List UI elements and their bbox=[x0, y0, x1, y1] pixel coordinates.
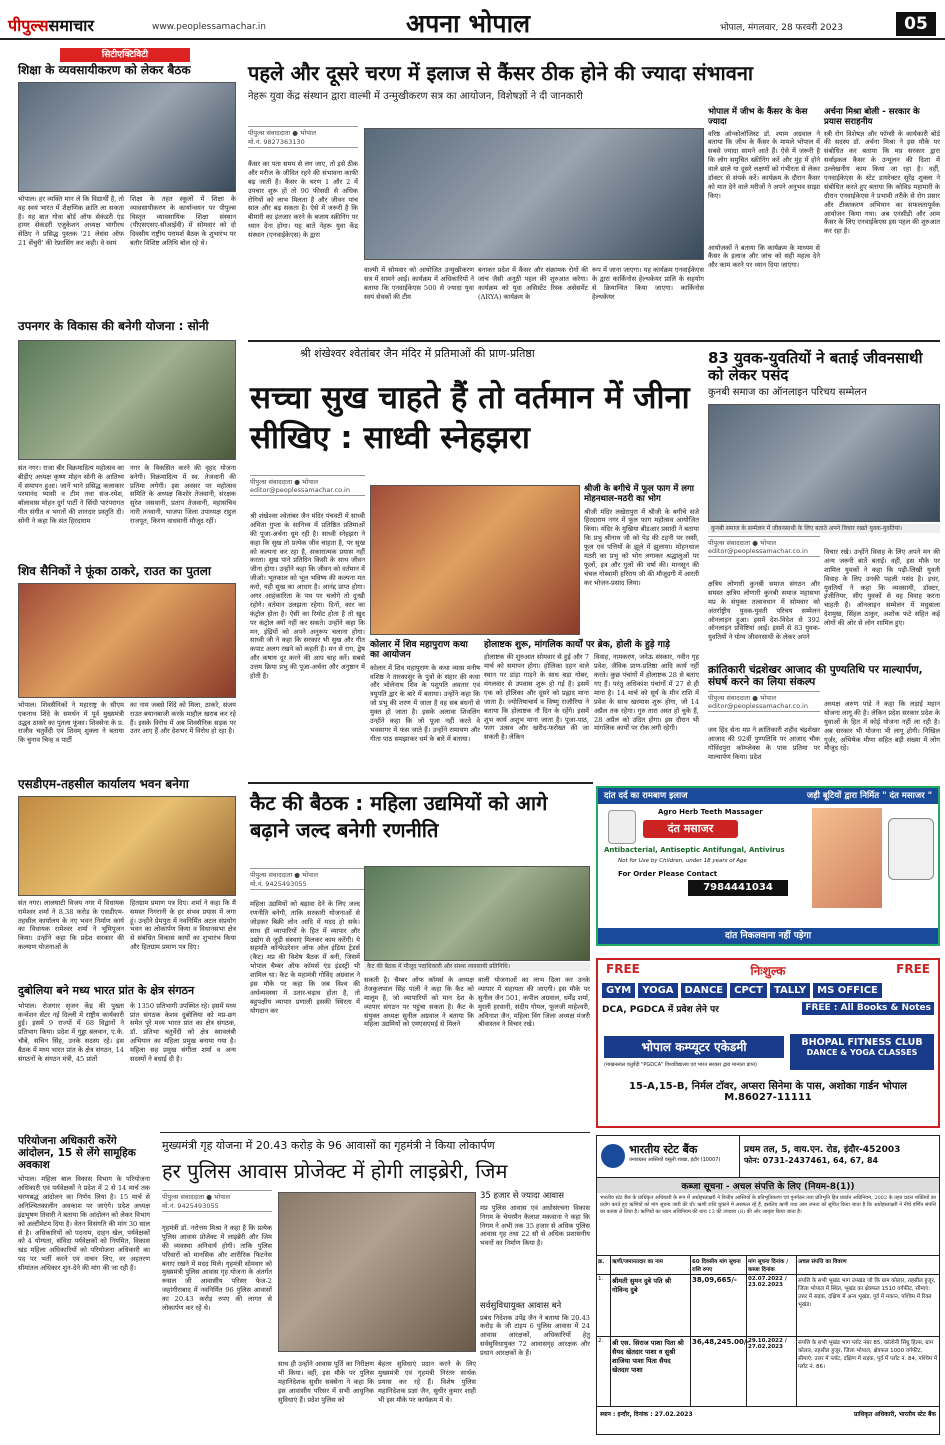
th: ऋणी/जमानतदार का नाम bbox=[611, 1256, 691, 1275]
jain-headline: सच्चा सुख चाहते हैं तो वर्तमान में जीना सीखिए : साध्वी स्नेहझरा bbox=[250, 380, 690, 457]
th: 60 दिवसीय मांग सूचना राशि रुपए bbox=[691, 1256, 747, 1275]
col: हितग्राम प्रमाण पत्र दिए। शर्मा ने कहा कि मैं समस्त निगरानी के हर संभव प्रयास में लगा हूं। उन्होंने प्रेमपुरा में नवनिर्मित अटल संप्रयोग भवन का लोकार्पण किया व विधानसभा क्षेत्र से संबंधित विकास कार्यों का शुभारंभ किया और हितग्राम प्रमाण पत्र दिए। bbox=[130, 898, 236, 952]
product-title: दंत मसाजर bbox=[643, 820, 738, 838]
headline: उपनगर के विकास की बनेगी योजना : सोनी bbox=[18, 319, 209, 333]
photo-caption: कुनबी समाज के सम्मेलन में जीवनसाथी के लिए बताते अपने विचार रखते युवक-युवतियां। bbox=[708, 524, 940, 533]
headline: 83 युवक-युवतियों ने बताई जीवनसाथी को लेकर पसंद bbox=[708, 349, 923, 385]
sub-headline: भोपाल में जीभ के कैंसर के केस ज्यादा bbox=[708, 107, 808, 127]
phone: मो.नं. 9425493055 bbox=[162, 1202, 219, 1210]
product-sub: Agro Herb Teeth Massager bbox=[658, 808, 763, 816]
headline: क्रांतिकारी चंद्रशेखर आजाद की पुण्यतिथि पर माल्यार्पण, संघर्ष करने का लिया संकल्प bbox=[708, 664, 923, 689]
story-upnagar bbox=[18, 320, 236, 555]
col: विवाह, नामकरण, जनेऊ संस्कार, नवीन गृह प्रवेश, जैविक प्राण-प्रतिष्ठा आदि कार्य नहीं करते। कुछ पंचांगों में होलाष्टक 28 से बताए गए हैं। परंतु अधिकांश पंचांगों में 27 से ही माना है। 14 मार्च को सूर्य के मीन राशि में प्रवेश के साथ खरमास शुरू होगा, जो 14 अप्रैल तक रहेगा। गुरु तारा अस्त हो चुके हैं, 28 अप्रैल को उदित होगा। इस दौरान भी मांगलिक कार्यों पर रोक लगी रहेगी। bbox=[594, 653, 699, 733]
td: संपत्ति के सभी भूखंड भाग उपखंड जो कि ग्राम कोलार, तहसील हुजूर, जिला भोपाल में स्थित, भूखंड का क्षेत्रफल 1510 वर्गफीट, सीमाएं: उत्तर में सड़क, दक्षिण में अन्य भूखंड, पूर्व में मकान, पश्चिम में रिक्त भूखंड। bbox=[797, 1275, 939, 1337]
jain-body: श्री शंखेश्वर श्वेतांबर जैन मंदिर पंचवटी में साध्वी अमिता गुप्ता के सानिध्य में प्रतिष्ठित प्रतिमाओं की पूजा-अर्चना धूम रही है। साध्वी स्नेहझरा ने कहा कि सुख तो प्रत्येक जीव चाहता है, पर सुख को कल्पना कर रहा है, सकारात्मक प्रयास नहीं करता। सुख पाने प्रतिदिन किसी के साथ जीवन जीना होगा। उन्होंने कहा कि जीवन को वर्तमान में जीओ। भूतकाल को भूल भविष्य की कल्पना मत करो, यही सुख का आधार है। आनंद्द प्राप्त होगा। अगर आहंकारिता के पथ पर चलोगे तो दुःखी रहोगे। वर्तमान उलझता रहेगा। दिनों, कार का कंट्रोल होता है। ऐसी का रिमोट होता है तो खुद पर कंट्रोल क्यों नहीं कर सकते। उन्होंने कहा कि मन, इंद्रियों को अपने अनुरूप चलाना होगा। साध्वी जी ने कहा कि सरकार भी सुख और गीत कपाट अलग रखने को कहती है। मन से राग, द्वेष और कषाय दूर करने की आप चाह करें। सबसे उत्तम क्रिया प्रभु की पूजा-अर्चना और अनुष्ठान में होती है। bbox=[250, 512, 365, 681]
photo bbox=[18, 82, 236, 192]
text: वरिष्ठ ऑन्कोलॉजिस्ट डॉ. श्याम अग्रवाल ने बताया कि जीभ के कैंसर के मामले भोपाल में सबसे ज्यादा सामने आते हैं। ऐसे में जरूरी है कि लोग समुचित स्क्रीनिंग करें और मुंह में होने वाले छाले या दूसरे लक्षणों को गंभीरता से लेकर डॉक्टर से संपर्क करें। कार्यक्रम के दौरान कैंसर को मात देने वाले मरीजों ने अपने अनुभव साझा किए। bbox=[708, 129, 820, 200]
sbi-header bbox=[597, 1136, 939, 1178]
sbi-logo bbox=[601, 1144, 625, 1168]
jain-kicker: श्री शंखेश्वर श्वेतांबर जैन मंदिर में प्रतिमाओं की प्राण-प्रतिष्ठा bbox=[300, 347, 535, 360]
headline: कोलार में शिव महापुराण कथा का आयोजन bbox=[370, 640, 468, 661]
th: अचल संपत्ति का विवरण bbox=[797, 1256, 939, 1275]
course-chip: YOGA bbox=[638, 983, 677, 998]
azad-col2: अध्यक्ष अरुण पांडे ने कहा कि लड़ाई महान योजना लागू की है। लेकिन प्रदेश सरकार प्रदेश के युवाओं के हित में कोई योजना नहीं ला रही है। अब सरकार भी योजना भी लागू होगी। निखिल गुर्जर, अभिषेक मीणा सहित बड़ी संख्या में लोग मौजूद रहे। bbox=[824, 700, 940, 753]
phone: मो.नं. 9827363130 bbox=[248, 138, 305, 146]
text: श्रीजी मंदिर लखेरापुरा में श्रीजी के बगीचे सजे हिरदाराम नगर में फूल फाग महोत्सव आयोजित किया। मंदिर के मुखिया बीडआर प्रसादी ने बताया कि प्रभु श्रीनाथ जी को पेड़ की टहनी पर रस्सी, फूल एवं पत्तियों के झूले में झुलाया। मोहनथाल मठरी का प्रभु को भोग लगाकर श्रद्धालुओं पर फूलों, इत्र और गुलों की वर्षा की। मानसून की चंचल गोस्वामी हरिराय जी की मौजूदगी में आरती कर भोजन-प्रसाद लिया। bbox=[584, 507, 699, 587]
headline: शिक्षा के व्यवसायीकरण को लेकर बैठक bbox=[18, 63, 191, 77]
story-dubolia bbox=[18, 985, 236, 1130]
course-chip: CPCT bbox=[730, 983, 767, 998]
police-headline: हर पुलिस आवास प्रोजेक्ट में होगी लाइब्रेरी, जिम bbox=[162, 1159, 508, 1183]
cancer-photo bbox=[364, 128, 704, 260]
strip-right: जड़ी बूटियों द्वारा निर्मित " दंत मसाजर " bbox=[806, 791, 932, 801]
course-row bbox=[598, 983, 938, 998]
kait-col3: वाली योजनाओं का लाभ दिला कर उनके व्यापार में सहायता की जाएगी। इस मौके पर सुनील जैन 501, कपील अग्रवाल, धर्मेंद्र शर्मा, मुरली हरवानी, संदीप गोयल, फूलजी माहेश्वरी, अविनाश जैन, महिला विंग जिला अध्यक्ष मंजरी श्रीवास्तव ने विचार रखे। bbox=[478, 976, 590, 1029]
officer: प्राधिकृत अधिकारी, भारतीय स्टेट बैंक bbox=[854, 1411, 936, 1418]
photo bbox=[18, 583, 236, 698]
story-kolar bbox=[370, 640, 480, 780]
cancer-col2: वाल्मी में सोमवार को आयोजित उन्मुखीकरण सत्र में सामने आईं। कार्यक्रम में अधिकारियों ने बताया कि एनवाईकेएस 500 से ज्यादा युवा स्वयं सेवकों की टीम bbox=[364, 266, 474, 301]
divider bbox=[248, 782, 593, 784]
td: संपत्ति के सभी भूखंड भाग प्लॉट नंबर 85, कॉलोनी सिंधु हिल्स, ग्राम कोलार, तहसील हुजूर, जिला भोपाल, क्षेत्रफल 1000 वर्गफीट, सीमाएं: उत्तर में प्लॉट, दक्षिण में सड़क, पूर्व में प्लॉट नं. 84, पश्चिम में प्लॉट नं. 86। bbox=[797, 1337, 939, 1407]
byline: पीपुल्स संवाददाता ● भोपाल bbox=[708, 694, 777, 703]
product-jar bbox=[888, 818, 934, 880]
sub-headline: अर्चना मिश्रा बोली - सरकार के प्रयास सराहनीय bbox=[824, 107, 920, 127]
headline: होलाष्टक शुरू, मांगलिक कार्यों पर ब्रेक, होली के हुड़े गाड़े bbox=[484, 640, 670, 650]
site-url: www.peoplessamachar.in bbox=[152, 22, 266, 32]
text: मप्र पुलिस आवास एवं अधोसंरचना विकास निगम के चेयरमैन कैलाश मकवाना ने कहा कि निगम ने अभी तक 35 हजार से अधिक पुलिस आवास गृह तथा 22 सौ से अधिक प्रशासनीय भवनों का निर्माण किया है। bbox=[480, 1203, 590, 1248]
sub-headline: सर्वसुविधायुक्त आवास बने bbox=[480, 1300, 562, 1311]
story-pariyojana bbox=[18, 1135, 150, 1435]
club-box bbox=[790, 1034, 934, 1070]
ad-footer: दांत निकलवाना नहीं पड़ेगा bbox=[598, 928, 938, 944]
byline: पीपुल्स संवाददाता ● भोपाल bbox=[162, 1193, 231, 1201]
td: 02.07.2022 / 23.02.2023 bbox=[747, 1275, 797, 1337]
sbi-notice bbox=[596, 1135, 940, 1435]
police-byline bbox=[162, 1190, 272, 1220]
table bbox=[597, 1255, 939, 1407]
phone-badge[interactable]: 7984441034 bbox=[688, 880, 788, 896]
govt-note: (माखनलाल चतुर्वेदी "PGDCA" विश्वविद्यालय एवं भारत सरकार द्वारा मान्यता प्राप्त) bbox=[604, 1062, 757, 1068]
strip-left: दांत दर्द का रामबाण इलाज bbox=[604, 791, 688, 801]
issue-date: भोपाल, मंगलवार, 28 फरवरी 2023 bbox=[720, 23, 843, 33]
kunbi-col2: विचार रखे। उन्होंने विवाह के लिए अपने मन की अन्य जरूरी बातें बताईं। वहीं, इस मौके पर शामिल युवकों ने कहा कि पढ़ी-लिखी युवती विवाह के लिए उनकी पहली पसंद है। इधर, युवतियों ने कहा कि व्यवसायी, डॉक्टर, इंजीनियर, सीए युवकों से वह विवाह करना चाहती हैं। ऑनलाइन सम्मेलन में मधुबाला देशमुख, सिंहल ठाकुर, अशोक फटे सहित कई लोगों की ओर से लोग शामिल हुए। bbox=[824, 548, 940, 628]
text: कोलार में शिव महापुराण के कथा व्यास मनीष वशिष्ठ ने तारकासुर के पुत्रों के संहार की कथा और भोलेनाथ शिव के पशुपति अवतार एवं त्रयुपति द्वार के बारे में बताया। उन्होंने कहा कि जो प्रभु की शरण में जाता है वह सब बंधनों से मुक्त हो जाता है। इसके अलावा शिवलिंग उन्होंने कहा कि जो पूजा नहीं करते वे भवसागर में फंस जाते हैं। उन्होंने रामायण और गीता पाठ समझाकर धर्म के बारे में बताया। bbox=[370, 663, 480, 743]
kait-photo bbox=[364, 866, 590, 961]
photo bbox=[18, 340, 236, 460]
col: भोपाल। रोजगार सृजन केंद्र की पुख्ता कन्वेंशन सेंटर नई दिल्ली में राष्ट्रीय कार्यकारी हुई। इसमें 9 राज्यों में 68 विद्वानों ने प्रतिभाग किया। प्रदेश में गुड्डा बलवान, ए.के. चौबे, सचिन सिंह, उनके सदस्य रहे। इस बैठक में मध्य भारत प्रांत के क्षेत्र संगठन, 14 संगठनों के संगठन मंत्री, 45 प्रांतों bbox=[18, 1001, 124, 1063]
club-sub: DANCE & YOGA CLASSES bbox=[806, 1048, 918, 1057]
ad-topline bbox=[598, 960, 938, 981]
sub-headline: 35 हजार से ज्यादा आवास bbox=[480, 1191, 564, 1201]
section-title bbox=[406, 6, 530, 40]
free-books: FREE : All Books & Notes bbox=[802, 1002, 934, 1015]
text: प्रबंध निदेशक उपेंद्र जैन ने बताया कि 20.43 करोड़ के जी टाइप 6 पुलिस आवास में 24 आवास आरक्षकों, अधिकारियों हेतु सर्वसुविधायुक्त 72 आवासगृह आरक्षक और प्रधान आरक्षकों के हैं। bbox=[480, 1313, 590, 1358]
place: स्थान : इन्दौर, दिनांक : 27.02.2023 bbox=[600, 1411, 693, 1418]
cancer-col1: कैंसर का पता समय से लग जाए, तो इसे ठीक और मरीज के जीवित रहने की संभावना काफी बढ़ जाती है। कैंसर के चरण 1 और 2 में उपचार शुरू हो तो 90 फीसदी से अधिक रोगियों को लाभ मिलता है और जीवन पांच साल और बढ़ सकता है। ऐसे में जरूरी है कि बीमारी का इंतजार करने के बजाय स्क्रीनिंग पर ध्यान देना होगा। यह बातें नेहरू युवा केंद्र संस्थान (एनवाईकेएस) के द्वारा bbox=[248, 160, 358, 240]
row2 bbox=[598, 1002, 938, 1015]
azad-col1: जय हिंद सेना मप्र ने क्रांतिकारी शहीद चंद्रशेखर आजाद की 92वीं पुण्यतिथि पर आजाद चौक गोविंदपुरा कॉम्प्लेक्स के पास प्रतिमा पर माल्यार्पण किया। प्रदेश bbox=[708, 726, 820, 761]
city-activity-tag: सिटीएक्टिविटी bbox=[60, 48, 190, 62]
academy-name: भोपाल कम्प्यूटर एकेडमी bbox=[604, 1036, 784, 1058]
course-chip: MS OFFICE bbox=[813, 983, 882, 998]
td: 2. bbox=[597, 1337, 611, 1407]
jain-byline bbox=[250, 475, 365, 505]
branch: तनावग्रस्त आस्तियों वसूली शाखा, इंदौर (10007) bbox=[629, 1157, 721, 1163]
phone: मो.नं. 9425493055 bbox=[250, 880, 307, 888]
police-col3: बेहतर सुविधाएं प्रदान करने के लिए मुख्यमंत्री एवं गृहमंत्री निरंतर सार्थक प्रयास कर रहे हैं। विशेष पुलिस महानिदेशक प्रज्ञा जैन, सुधीर कुमार शाही भी इस मौके पर कार्यक्रम में थे। bbox=[378, 1360, 476, 1404]
police-col1: गृहमंत्री डॉ. नरोत्तम मिश्रा ने कहा है कि प्रत्येक पुलिस आवास प्रोजेक्ट में लाइब्रेरी और जिम की व्यवस्था अनिवार्य होगी। ताकि पुलिस परिवारों को मानसिक और शारीरिक फिटनेस बनाए रखने में मदद मिले। गृहमंत्री सोमवार को मुख्यमंत्री पुलिस आवास गृह योजना के अंतर्गत रूसल जी आवासीय परिसर फेज-2 जहांगीराबाद में नवनिर्मित 96 पुलिस आवासों का 20.43 करोड़ रुपए की लागत से लोकार्पण कर रहे थे। bbox=[162, 1224, 272, 1313]
page-number: 05 bbox=[896, 12, 936, 36]
divider bbox=[248, 340, 940, 342]
photo bbox=[18, 796, 236, 896]
td: 36,48,245.00/- bbox=[691, 1337, 747, 1407]
cancer-right bbox=[824, 108, 940, 313]
kait-col1: महिला उद्यमियों को बढ़ावा देने के लिए जल्द रणनीति बनेगी, ताकि सरकारी योजनाओं से जोड़कर बिक्री लोन आदि में मदद हो सके। साथ ही व्यापारियों के हित में व्यापार और उद्योग से जुड़ी संस्थाएं मिलकर काम करेंगी। ये सहमति कॉन्फेडरेशन ऑफ ऑल इंडिया ट्रेडर्स (कैट) मप्र की विशेष बैठक में बनी, जिसमें भोपाल चैम्बर ऑफ कॉमर्स एंड इंडस्ट्री भी शामिल था। कैट के महामंत्री गोविंद अग्रवाल ने इस मौके पर कहा कि जब विश्व की अर्थव्यवस्था में उतार-चढ़ाव होता है, तो बहुपक्षीय व्यापार प्रणाली इसकी स्थिरता में योगदान कर bbox=[250, 900, 360, 1015]
col: संत नगर। लालघाटी विजय नगर में विधायक रामेश्वर शर्मा ने 8.38 करोड़ के एसडीएम-तहसील कार्यालय के नए भवन निर्माण कार्य का विधायक रामेश्वर शर्मा ने भूमिपूजन किया। उन्होंने कहा कि प्रदेश सरकार की कल्याण योजनाओं के bbox=[18, 898, 124, 952]
th: क्र. bbox=[597, 1256, 611, 1275]
col: नगर के विकसित करने की वृहद योजना बनेगी। विक्रमादित्य में स्व. तेजवानी की प्रतिमा लगेगी। इस अवसर पर महोत्सव समिति के अध्यक्ष किशोर तेजवानी, संरक्षक सुरेश जसवानी, प्रताप तेजवानी, महासचिव नारी तनवानी, भाजपा जिला उपाध्यक्ष राहुल राजपूत, किरण वाधवानी मौजूद रहीं। bbox=[130, 463, 236, 526]
story-holashtak bbox=[484, 640, 699, 780]
free-left: FREE bbox=[606, 962, 640, 976]
headline: पहले और दूसरे चरण में इलाज से कैंसर ठीक होने की ज्यादा संभावना bbox=[248, 61, 754, 85]
jain-photo-caption-box bbox=[584, 485, 699, 635]
intro: भारतीय स्टेट बैंक के प्राधिकृत अधिकारी के रूप में अधोहस्ताक्षरी ने वित्तीय आस्तियों के प्रतिभूतिकरण एवं पुनर्गठन तथा प्रतिभूति हित प्रवर्तन अधिनियम, 2002 के तहत प्रदत्त शक्तियों का प्रयोग करते हुए ऋणियों को मांग सूचना जारी की थी। ऋणी राशि चुकाने में असफल रहे हैं, इसलिए ऋणी तथा आम जनता को सूचित किया जाता है कि अधोहस्ताक्षरी ने नीचे वर्णित संपत्ति का कब्जा ले लिया है। ऋणियों का ध्यान अधिनियम की धारा 13 की उपधारा (8) की ओर आकृष्ट किया जाता है। bbox=[600, 1195, 936, 1215]
col: का नाम जबसे शिंदे को मिला, ठाकरे, संजय राउत बयानबाजी करके माहौल खराब कर रहे हैं। इसके विरोध में अब शिवसैनिक सड़क पर उतर आए हैं और देशभर में विरोध हो रहा है। bbox=[130, 700, 236, 736]
bank-name: भारतीय स्टेट बैंक bbox=[629, 1143, 698, 1156]
order-line: For Order Please Contact bbox=[618, 870, 718, 878]
police-photo bbox=[278, 1192, 476, 1352]
col: के 1350 प्रतिभागी उपस्थित रहे। इसमें मध्य प्रांत संगठक केशव दुबोलिया को मप्र-छग समेत पूरे मध्य भारत प्रांत का क्षेत्र संगठक, डॉ. प्रतिभा चतुर्वेदी को क्षेत्र स्वावलंबी अभियान का महिला प्रमुख बनाया गया है। महिला सह प्रमुख संगीता शर्मा व अन्य सदस्यों ने बधाई दी है। bbox=[130, 1001, 236, 1063]
text: स्त्री रोग विशेषज्ञ और फॉग्सी के कार्यकारी बोर्ड की सदस्य डॉ. अर्चना मिश्रा ने इस मौके पर संबोधित कर बताया कि मप्र सरकार द्वारा सर्वाइकल कैंसर के उन्मूलन की दिशा में उल्लेखनीय काम किया जा रहा है। वहीं, एनवाईकेएस के स्टेट डायरेक्टर सुरेंद्र शुक्ला ने संबोधित करते हुए बताया कि कोविड महामारी के दौरान एनवाईकेएस ने प्रभावी तरीके से रोग प्रसार और टीकाकरण अभियान का सफलतापूर्वक आयोजन किया गया। अब एनसीडी और आम कैंसर के लिए एनवाईकेएस इस पहल की शुरुआत कर रहा है। bbox=[824, 129, 940, 236]
ad-dant-masajar[interactable] bbox=[596, 786, 940, 946]
deck: नेहरू युवा केंद्र संस्थान द्वारा वाल्मी में उन्मुखीकरण सत्र का आयोजन, विशेषज्ञों ने दी जानकारी bbox=[248, 91, 583, 102]
tooth-image bbox=[608, 810, 636, 844]
brand-a: पीपुल्स bbox=[8, 16, 49, 35]
cancer-sidebar bbox=[708, 108, 820, 313]
footer bbox=[597, 1407, 939, 1421]
photo bbox=[708, 404, 940, 522]
cancer-byline bbox=[248, 126, 358, 156]
props: Antibacterial, Antiseptic Antifungal, Antivirus bbox=[604, 846, 785, 854]
headline: शिव सैनिकों ने फूंका ठाकरे, राउत का पुतला bbox=[18, 564, 212, 578]
admission-note: DCA, PGDCA में प्रवेश लेने पर bbox=[602, 1005, 719, 1015]
td: 38,09,665/- bbox=[691, 1275, 747, 1337]
police-sidebar bbox=[480, 1192, 590, 1436]
col: भोपाल। हर व्यक्ति मान ले कि विद्यार्थी है, तो वह स्वयं भारत में शैक्षणिक क्रांति ला सकता है। यह बात गोवा बोर्ड ऑफ सेकंडरी एंड हायर सेकंडरी एजुकेशन अध्यक्ष भागीरथ सेठिए ने प्रसिद्ध पुस्तक '21 लेसंस ऑफ 21 सेंचुरी' की रेफ्रासिंग कर कही। वे स्वयं bbox=[18, 194, 124, 248]
divider bbox=[160, 1132, 590, 1133]
td: 1. bbox=[597, 1275, 611, 1337]
note: Not for Use by Children, under 18 years of Age bbox=[618, 858, 747, 864]
headline: परियोजना अधिकारी करेंगे आंदोलन, 15 से लेंगे सामूहिक अवकाश bbox=[18, 1135, 136, 1172]
course-chip: DANCE bbox=[681, 983, 728, 998]
kait-headline: कैट की बैठक : महिला उद्यमियों को आगे बढ़ाने जल्द बनेगी रणनीति bbox=[250, 791, 548, 842]
address: 15-A,15-B, निर्मल टॉवर, अप्सरा सिनेमा के पास, अशोका गार्डन भोपाल M.86027-11111 bbox=[629, 1081, 907, 1103]
td: श्रीमती सुमन दुबे पति श्री गोविन्द दुबे bbox=[611, 1275, 691, 1337]
ad-computer-academy[interactable] bbox=[596, 958, 940, 1128]
deck: कुनबी समाज का ऑनलाइन परिचय सम्मेलन bbox=[708, 386, 867, 398]
story-shivsena bbox=[18, 565, 236, 770]
col: होलाष्टक की शुरुआत सोमवार से हुई और 7 मार्च को समापन होगा। होलिका दहन वाले स्थान पर डांड़ा गाड़ने के साथ बड़ा गोबर, मंगलवार से उपवास शुरू हो गई है। इसमें एक को होलिका और दूसरे को प्रह्लाद माना जाता है। ज्योतिषाचार्य व विष्णु राजौरिया ने बताया कि होलाष्टक नौ दिन के रहेंगे। इसमें शुभ कार्य अशुभ माना जाता है। पूजा-पाठ, फाग उत्सव और खरीद-फरोख्त की जा सकती है। लेकिन bbox=[484, 653, 589, 742]
td: श्री एस. सिराज पाशा पिता श्री सैयद खेतदार पाशा व सुश्री शाजिया पाशा पिता सैयद खेतदार पाशा bbox=[611, 1337, 691, 1407]
col: भोपाल। महिला बाल विकास विभाग के परियोजना अधिकारी एवं पर्यवेक्षकों ने प्रदेश में 2 से 14 मार्च तक चरणबद्ध आंदोलन का निर्णय लिया है। 15 मार्च से अनिश्चितकालीन अवकाश पर जाएंगे। प्रदेश अध्यक्ष इंद्रभूषण तिवारी ने बताया कि आंदोलन को लेकर विभाग को अल्टीमेटम दिया है। वेतन विसंगति की मांग 30 साल से है। अधिकारियों को पदनाम, दाहन खेल, पर्यवेक्षकों को 4 योग्यता, संविदा पर्यवेक्षकों को नियमित, विकास खंड महिला अधिकारियों को परियोजना अधिकारी का पद पर भर्ती करने एवं वाचन लिए, वर अहतरण सीमांतल अधिकार शुन-देने की मांग की जा रही है। bbox=[18, 1175, 150, 1273]
club-name: BHOPAL FITNESS CLUB bbox=[801, 1037, 923, 1048]
brand-b: समाचार bbox=[48, 16, 94, 35]
police-col2: साथ ही उन्होंने आवास पूर्ति का निरीक्षण भी किया। वहीं, इस मौके पर पुलिस महानिदेशक सुधीर सक्सेना ने कहा कि इस आवासीय परिसर में सभी आधुनिक सुविधाएं हैं। प्रदेश पुलिस को bbox=[278, 1360, 374, 1404]
email: editor@peoplessamachar.co.in bbox=[708, 702, 808, 711]
col: संत नगर। राजा बीर विक्रमादित्य महोत्सव का बीड़ीए अध्यक्ष कृष्ण मोहन सोनी के आतिथ्य में समापन हुआ। जानें भाने प्रसिद्ध कलाकार परमानंद प्यासी व टीम तथा संज-रमेश, बॉलावास मोहन दुर्ग पार्टी ने सिंधी पारंपरागत गीत संगीत व भगतों की शानदार प्रस्तुति दी। सोनी ने कहा कि संत हिरदाराम bbox=[18, 463, 124, 526]
section-title-text: अपना भोपाल bbox=[406, 9, 531, 38]
headline: दुबोलिया बने मध्य भारत प्रांत के क्षेत्र संगठन bbox=[18, 984, 195, 997]
brand-logo bbox=[8, 14, 94, 36]
police-kicker: मुख्यमंत्री गृह योजना में 20.43 करोड़ के 96 आवासों का गृहमंत्री ने किया लोकार्पण bbox=[162, 1139, 495, 1152]
byline: पीपुल्स संवाददाता ● भोपाल bbox=[248, 129, 317, 137]
kait-byline bbox=[250, 868, 365, 898]
col: भोपाल। शिवसैनिकों ने महाराष्ट्र के सीएम एकनाथ शिंदे के समर्थन में पूर्व मुख्यमंत्री उद्धव ठाकरे का पुतला फूंका। शिवसेना के प्र. राजीव चतुर्वेदी एवं शिवम् शुक्ला ने बताया कि चुनाव चिन्ह व पार्टी bbox=[18, 700, 124, 745]
cancer-col4: रूप में जाना जाएगा। यह कार्यक्रम एनवाईकेएस के द्वारा कार्किनोस हेल्थकेयर प्रालि के सहयोग से क्रियान्वित किया जाएगा। कार्किनोस हेल्थकेयर bbox=[592, 266, 704, 301]
headline: एसडीएम-तहसील कार्यालय भवन बनेगा bbox=[18, 777, 189, 791]
nishulk: निःशुल्क bbox=[750, 964, 786, 978]
cancer-col3: बनाकर प्रदेश में कैंसर और संक्रामक रोगों की जांच जैसी अनूठी पहल की शुरुआत करेगा। कार्यक्रम को युवा असिस्टेंट रिस्क असेसमेंट (ARYA) कार्यक्रम के bbox=[478, 266, 588, 301]
jain-photo bbox=[370, 485, 580, 635]
byline: पीपुल्स संवाददाता ● भोपाल bbox=[250, 871, 319, 879]
caption: श्रीजी के बगीचे में फूल फाग में लगा मोहनथाल-मठरी का भोग bbox=[584, 484, 694, 504]
byline: पीपुल्स संवाददाता ● भोपाल bbox=[250, 478, 319, 486]
free-right: FREE bbox=[896, 962, 930, 976]
kait-col2: सकती है। चैम्बर ऑफ कॉमर्स के अध्यक्ष तेजकुलपाल सिंह पाली ने कहा कि कैट को मालूम है, जो व्यापारियों को मान देश के व्यापार संगठन पर पहुंचा सकता है। कैट के संयुक्त अध्यक्ष सुनील अग्रवाल ने बताया कि महिला उद्यमियों को एमएसएमई से मिलने bbox=[364, 976, 474, 1029]
phone: फोन: 0731-2437461, 64, 67, 84 bbox=[744, 1156, 879, 1165]
email: editor@peoplessamachar.co.in bbox=[250, 486, 350, 494]
text: आयोजकों ने बताया कि कार्यक्रम के माध्यम से कैंसर के इलाज और जांच को सही महत्व देने और काम करने पर ध्यान दिया जाएगा। bbox=[708, 243, 820, 270]
kunbi-col1: क्षत्रिय लोणारी कुनबी समाज संगठन और समस्त क्षत्रिय लोणारी कुनबी समाज महासभा मप्र के संयुक्त तत्वावधान में सोमवार को अंतर्राष्ट्रीय युवक-युवती परिचय सम्मेलन ऑनलाइन हुआ। इसमें देश-विदेश से 392 ऑनलाइन प्रविष्टियां आईं। इसमें से 83 युवक-युवतियों ने योग्य जीवनसाथी के लेकर अपने bbox=[708, 580, 820, 642]
ad-strip bbox=[598, 788, 938, 804]
address: प्रथम तल, 5, वाय.एन. रोड, इंदौर-452003 bbox=[744, 1145, 901, 1155]
story-sdm bbox=[18, 778, 236, 983]
td: 29.10.2022 / 27.02.2023 bbox=[747, 1337, 797, 1407]
masthead bbox=[0, 0, 945, 40]
col: शिक्षा के तहत स्कूलों में शिक्षा के व्यावसायीकरण के कार्यान्वयन पर पीपुल्स विस्तृत व्यावसायिक शिक्षा संस्थान (पीएसएसए-सीआईवी) में सोमवार को दो दिवसीय राष्ट्रीय परामर्श बैठक के शुभारंभ पर बतौर विशिष्ट अतिथि बोल रहे थे। bbox=[130, 194, 236, 248]
email: editor@peoplessamachar.co.in bbox=[708, 547, 808, 556]
course-chip: GYM bbox=[602, 983, 635, 998]
story-education bbox=[18, 64, 236, 246]
woman-photo bbox=[812, 808, 882, 908]
kait-photo-caption: कैट की बैठक में मौजूद पदाधिकारी और संस्था व्यवसायी प्रतिनिधि। bbox=[364, 962, 590, 971]
th: मांग सूचना दिनांक / कब्जा दिनांक bbox=[747, 1256, 797, 1275]
course-chip: TALLY bbox=[770, 983, 810, 998]
notice-title: कब्जा सूचना - अचल संपत्ति के लिए (नियम-8(1)) bbox=[597, 1178, 939, 1193]
byline: पीपुल्स संवाददाता ● भोपाल bbox=[708, 539, 777, 548]
